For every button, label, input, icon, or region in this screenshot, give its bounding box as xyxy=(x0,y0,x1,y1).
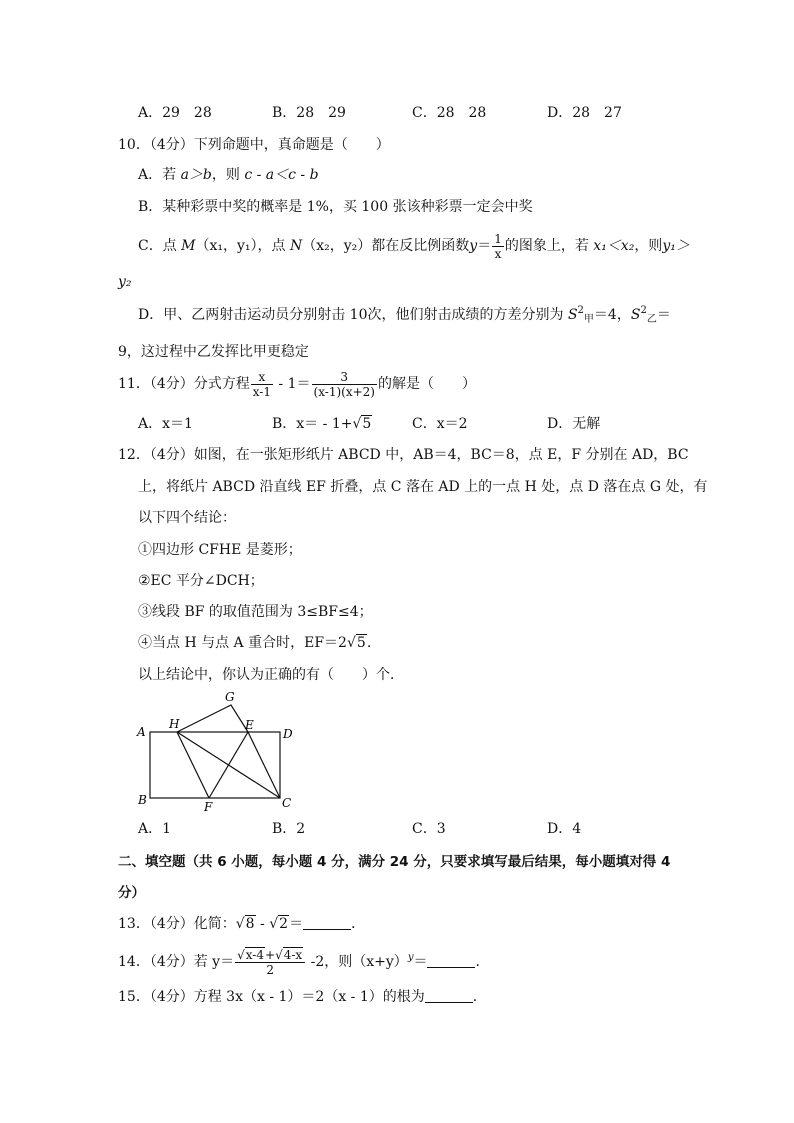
q12-conclusion-3: ③线段 BF 的取值范围为 3≤BF≤4； xyxy=(138,604,373,620)
q13: 13．（4分）化简：√8 - √2＝ ． xyxy=(118,916,366,932)
segment-ef xyxy=(209,732,248,798)
q10-option-d-cont: 9，这过程中乙发挥比甲更稳定 xyxy=(118,344,309,360)
q9-option-b: B．28 29 xyxy=(272,105,346,121)
q10-fraction: $\frac{1}{x}$ xyxy=(494,231,502,261)
q12-line-1: 12．（4分）如图，在一张矩形纸片 ABCD 中，AB＝4，BC＝8，点 E，F 分别在 AD，BC xyxy=(118,447,689,463)
q15: 15．（4分）方程 3x（x - 1）＝2（x - 1）的根为 ． xyxy=(118,989,487,1005)
q9-option-d: D．28 27 xyxy=(547,105,622,121)
q12-option-d: D．4 xyxy=(547,821,582,837)
q14-fraction: $\frac{√x-4+√4-x}{2}$ xyxy=(235,948,305,977)
q12-option-a: A．1 xyxy=(138,821,172,837)
q13-answer-blank xyxy=(303,917,351,930)
q11-stem: 11．（4分）分式方程 $\frac{x}{x-1}$ - 1＝ $\frac{3}{(x-1)(x+2)}$ 的解是（ ） xyxy=(118,369,476,399)
q11-fraction-1: $\frac{x}{x-1}$ xyxy=(252,369,271,399)
section-2-heading-cont: 分） xyxy=(118,885,145,901)
q10-option-c-cont: y₂ xyxy=(118,274,132,290)
q12-question: 以上结论中，你认为正确的有（ ）个． xyxy=(138,667,404,683)
label-a: A xyxy=(137,725,146,739)
label-c: C xyxy=(282,796,292,810)
q12-option-c: C．3 xyxy=(412,821,446,837)
q9-option-a: A．29 28 xyxy=(138,105,212,121)
q12-conclusion-4: ④当点 H 与点 A 重合时，EF＝2√5. xyxy=(138,635,372,651)
q10-option-c: C．点 M（x₁，y₁），点 N（x₂，y₂）都在反比例函数y＝ $\frac{1}{x}$ 的图象上，若 x₁＜x₂，则y₁＞ xyxy=(138,231,690,261)
q14: 14．（4分）若 y＝ $\frac{√x-4+√4-x}{2}$ -2，则$(x+y)^y=$ ． xyxy=(118,947,490,977)
q12-line-2: 上，将纸片 ABCD 沿直线 EF 折叠，点 C 落在 AD 上的一点 H 处，点 D 落在点 G 处，有 xyxy=(138,479,708,495)
label-b: B xyxy=(138,793,147,807)
label-g: G xyxy=(225,690,235,704)
q12-conclusion-2: ②EC 平分∠DCH； xyxy=(138,573,264,589)
q12-option-b: B．2 xyxy=(272,821,306,837)
q12-figure xyxy=(132,688,312,813)
q10-stem: 10．（4分）下列命题中，真命题是（ ） xyxy=(118,137,390,153)
q11-option-b: B．x＝ - 1+√5 xyxy=(272,416,372,432)
q10-option-d: D．甲、乙两射击运动员分别射击 10次，他们射击成绩的方差分别为 $S^2_甲=4$，$S^2_乙=$ xyxy=(138,305,671,325)
q15-answer-blank xyxy=(425,990,473,1003)
q12-line-3: 以下四个结论： xyxy=(138,510,236,526)
label-f: F xyxy=(204,800,213,813)
q9-option-c: C．28 28 xyxy=(412,105,487,121)
q11-option-d: D．无解 xyxy=(547,416,601,432)
label-d: D xyxy=(283,727,293,741)
q10-option-a: A．若 a＞b，则 c - a＜c - b xyxy=(138,167,319,183)
q10-option-b: B．某种彩票中奖的概率是 1%，买 100 张该种彩票一定会中奖 xyxy=(138,199,533,215)
q14-answer-blank xyxy=(427,955,475,968)
label-h: H xyxy=(169,717,180,731)
q12-conclusion-1: ①四边形 CFHE 是菱形； xyxy=(138,542,302,558)
folded-flap xyxy=(177,705,248,732)
q11-fraction-2: $\frac{3}{(x-1)(x+2)}$ xyxy=(313,369,375,399)
label-e: E xyxy=(245,718,254,732)
q11-option-c: C．x＝2 xyxy=(412,416,468,432)
q11-option-a: A．x＝1 xyxy=(138,416,193,432)
section-2-heading: 二、填空题（共 6 小题，每小题 4 分，满分 24 分，只要求填写最后结果，每小题填对得 4 xyxy=(118,854,671,870)
